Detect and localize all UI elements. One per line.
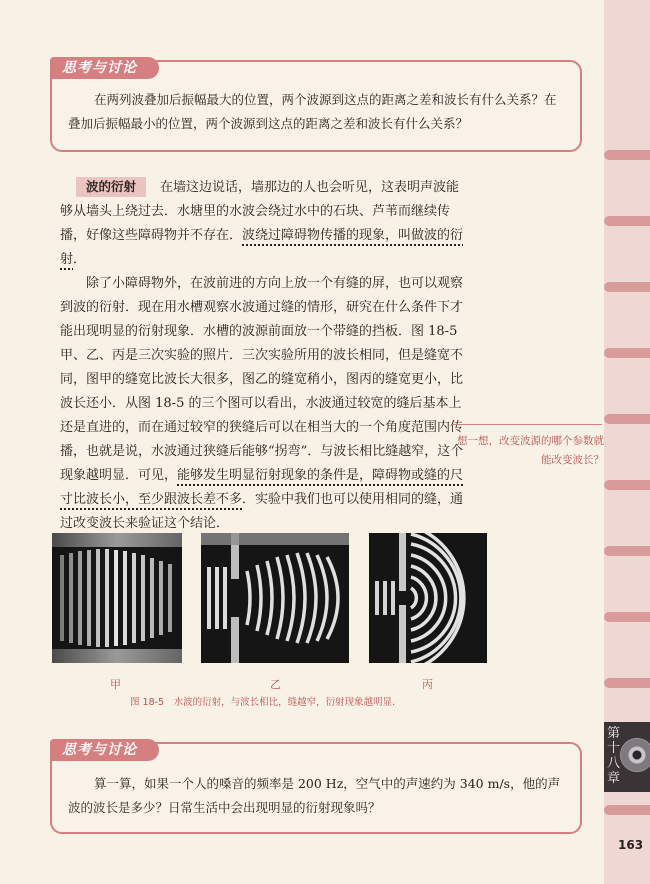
emphasized-definition: 波绕过障碍物传播的现象，叫做波的衍射 — [60, 228, 464, 267]
page-number: 163 — [618, 838, 644, 852]
side-tab — [604, 348, 650, 358]
chapter-tab — [604, 722, 650, 792]
side-tab — [604, 150, 650, 160]
photo-wide-slit — [52, 533, 182, 663]
photo-medium-slit — [201, 533, 349, 663]
side-note: 想一想，改变波源的哪个参数就能改变波长？ — [457, 435, 604, 466]
discussion-label: 思考与讨论 — [50, 57, 159, 79]
side-tab — [604, 546, 650, 556]
side-tab — [604, 805, 650, 815]
side-tab — [604, 216, 650, 226]
paragraph-text-end: ． — [73, 252, 87, 267]
paragraph-text: 在墙这边说话，墙那边的人也会听见，这表明声波能够从墙头上绕过去．水塘里的水波会绕过水中的石块、芦苇而继续传播，好像这些障碍物并不存在． — [60, 180, 460, 243]
chapter-tab-label: 第十八章 — [607, 726, 621, 786]
emphasized-condition: 能够发生明显衍射现象的条件是，障碍物或缝的尺寸比波长小，至少跟波长差不多 — [60, 468, 464, 507]
paragraph-text-end: ．实验中我们也可以使用相同的缝，通过改变波长来验证这个结论． — [60, 492, 464, 531]
paragraph-diffraction-definition — [60, 176, 470, 272]
cd-disc-icon — [620, 738, 650, 772]
side-tab — [604, 612, 650, 622]
figure-label-jia: 甲 — [110, 678, 121, 691]
side-tab — [604, 414, 650, 424]
side-tab — [604, 480, 650, 490]
paragraph-text: 除了小障碍物外，在波前进的方向上放一个有缝的屏，也可以观察到波的衍射．现在用水槽观察水波通过缝的情形，研究在什么条件下才能出现明显的衍射现象．水槽的波源前面放一个带缝的挡板．图 18-5 甲、乙、丙是三次实验的照片．三次实验所用的波长相同，但是缝宽不同，图甲的缝宽比波长大很多，图乙的缝宽稍小，图丙的缝宽更小，比波长还小．从图 18-5 的三个图可以看出，水波通过较宽的缝后基本上还是直进的，而在通过较窄的狭缝后可以在相当大的一个角度范围内传播，也就是说，水波通过狭缝后能够“拐弯”．与波长相比缝越窄，这个现象越明显．可见， — [60, 276, 464, 483]
figure-label-yi: 乙 — [270, 678, 281, 691]
photo-narrow-slit — [369, 533, 487, 663]
side-tab — [604, 678, 650, 688]
side-note-divider — [452, 424, 602, 425]
figure-caption: 图 18-5 水波的衍射，与波长相比，缝越窄，衍射现象越明显． — [130, 697, 402, 708]
section-heading: 波的衍射 — [76, 177, 146, 197]
figure-label-bing: 丙 — [422, 678, 433, 691]
paragraph-diffraction-experiment — [60, 272, 470, 536]
discussion-label-bottom: 思考与讨论 — [50, 739, 159, 761]
discussion-bottom-text: 算一算，如果一个人的嗓音的频率是 200 Hz，空气中的声速约为 340 m/s，他的声波的波长是多少？日常生活中会出现明显的衍射现象吗？ — [68, 776, 561, 815]
discussion-top-text: 在两列波叠加后振幅最大的位置，两个波源到这点的距离之差和波长有什么关系？在叠加后振幅最小的位置，两个波源到这点的距离之差和波长有什么关系？ — [68, 92, 557, 131]
side-tab — [604, 282, 650, 292]
